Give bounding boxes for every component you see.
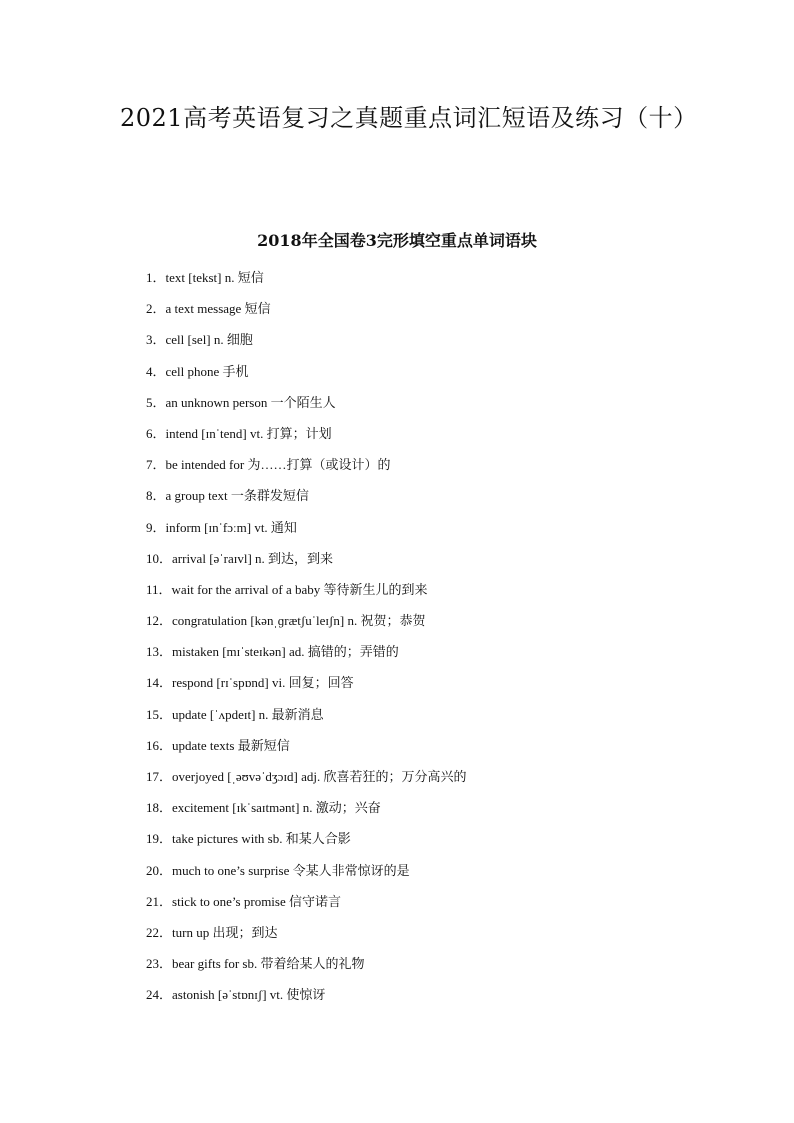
vocab-item-text: wait for the arrival of a baby 等待新生儿的到来 [171, 581, 428, 597]
vocab-item-number: 17． [146, 769, 173, 784]
vocab-item [146, 328, 706, 359]
vocab-item [146, 921, 706, 952]
vocab-item [146, 453, 706, 484]
vocab-item-text: cell [sel] n. 细胞 [165, 332, 253, 348]
vocab-item [146, 765, 706, 796]
vocab-item-text: respond [rɪˈspɒnd] vi. 回复；回答 [172, 675, 354, 691]
vocab-item-text: an unknown person 一个陌生人 [165, 394, 336, 410]
vocab-item-text: update texts 最新短信 [172, 737, 290, 753]
vocab-item-number: 22． [146, 924, 173, 940]
vocab-item [146, 640, 706, 671]
vocab-item [146, 983, 706, 1014]
vocab-item-text: much to one’s surprise 令某人非常惊讶的是 [172, 862, 410, 878]
vocab-item-number: 14． [146, 675, 173, 691]
vocab-item-number: 6． [146, 425, 166, 441]
vocab-item-number: 7． [146, 457, 166, 473]
vocab-item-text: be intended for 为……打算（或设计）的 [165, 457, 391, 473]
vocab-item [146, 796, 706, 827]
vocab-item-number: 3． [146, 332, 166, 348]
vocab-item-text: a group text 一条群发短信 [165, 488, 309, 504]
vocab-item [146, 734, 706, 765]
vocab-item-number: 16． [146, 737, 173, 753]
vocab-item [146, 890, 706, 921]
vocab-item [146, 827, 706, 858]
vocab-item-number: 21． [146, 893, 173, 909]
vocab-item-number: 23． [146, 956, 173, 972]
vocab-item [146, 360, 706, 391]
vocab-item-number: 2． [146, 301, 166, 317]
vocab-item [146, 484, 706, 515]
vocab-item [146, 578, 706, 609]
vocab-item-text: turn up 出现；到达 [172, 924, 278, 940]
vocab-item-text: excitement [ɪkˈsaɪtmənt] n. 激动；兴奋 [172, 800, 381, 816]
vocab-item-text: stick to one’s promise 信守诺言 [172, 893, 342, 909]
vocab-item-text: astonish [əˈstɒnɪʃ] vt. 使惊讶 [172, 987, 326, 1003]
vocab-item-number: 1． [146, 270, 166, 285]
vocab-item [146, 609, 706, 640]
vocab-item-number: 5． [146, 394, 166, 410]
vocab-item-number: 11． [146, 581, 172, 597]
vocab-item-text: take pictures with sb. 和某人合影 [172, 831, 351, 847]
vocab-item-text: update [ˈʌpdeɪt] n. 最新消息 [172, 706, 324, 722]
vocab-item [146, 671, 706, 702]
vocab-item-number: 24． [146, 987, 173, 1003]
vocab-list [146, 266, 706, 1015]
vocab-item-text: overjoyed [ˌəʊvəˈdʒɔɪd] adj. 欣喜若狂的；万分高兴的 [172, 769, 467, 784]
vocab-item-text: congratulation [kənˌɡrætʃuˈleɪʃn] n. 祝贺；恭贺 [172, 613, 426, 629]
vocab-item-number: 12． [146, 613, 173, 629]
vocab-item-number: 13． [146, 644, 173, 660]
vocab-item-text: bear gifts for sb. 带着给某人的礼物 [172, 956, 365, 972]
document-title: 2021高考英语复习之真题重点词汇短语及练习（十） [120, 104, 698, 132]
vocab-item [146, 516, 706, 547]
vocab-item-text: mistaken [mɪˈsteɪkən] ad. 搞错的；弄错的 [172, 644, 399, 660]
vocab-item-text: a text message 短信 [165, 301, 271, 317]
vocab-item [146, 297, 706, 328]
vocab-item-text: inform [ɪnˈfɔːm] vt. 通知 [165, 519, 297, 535]
vocab-item [146, 859, 706, 890]
vocab-item-text: intend [ɪnˈtend] vt. 打算；计划 [165, 425, 332, 441]
vocab-item-text: cell phone 手机 [165, 363, 249, 379]
vocab-item-text: text [tekst] n. 短信 [165, 270, 264, 285]
vocab-item-text: arrival [əˈraɪvl] n. 到达，到来 [172, 550, 334, 566]
vocab-item-number: 8． [146, 488, 166, 504]
vocab-item [146, 952, 706, 983]
vocab-item-number: 18． [146, 800, 173, 816]
section-title: 2018年全国卷3完形填空重点单词语块 [257, 231, 537, 250]
vocab-item [146, 422, 706, 453]
vocab-item [146, 547, 706, 578]
vocab-item-number: 20． [146, 862, 173, 878]
vocab-item-number: 4． [146, 363, 166, 379]
vocab-item-number: 10． [146, 550, 173, 566]
vocab-item-number: 9． [146, 519, 166, 535]
vocab-item-number: 19． [146, 831, 173, 847]
vocab-item [146, 266, 706, 297]
vocab-item-number: 15． [146, 706, 173, 722]
vocab-item [146, 703, 706, 734]
vocab-item [146, 391, 706, 422]
